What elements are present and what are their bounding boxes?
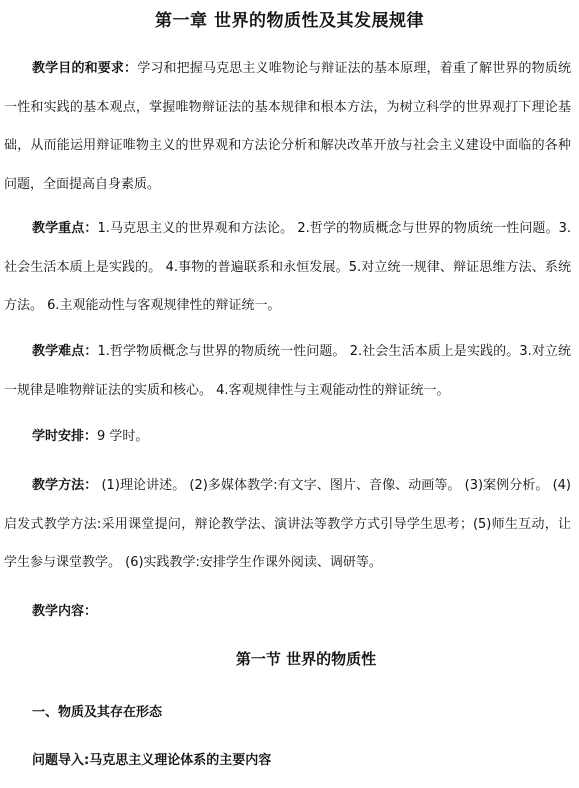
objectives-label: 教学目的和要求： bbox=[32, 61, 138, 76]
difficulties-label: 教学难点： bbox=[32, 344, 98, 359]
methods-label: 教学方法： bbox=[32, 478, 98, 493]
chapter-title: 第一章 世界的物质性及其发展规律 bbox=[155, 11, 424, 31]
content-label: 教学内容： bbox=[32, 604, 98, 619]
objectives-text: 学习和把握马克思主义唯物论与辩证法的基本原理，着重了解世界的物质统一性和实践的基本观点，掌握唯物辩证法的基本规律和根本方法，为树立科学的世界观打下理论基础，从而能运用辩证唯物主义的世界观和方法论分析和解决改革开放与社会主义建设中面临的各种问题，全面提高自身素质。 bbox=[4, 61, 571, 192]
key-points-paragraph bbox=[4, 210, 571, 326]
difficulties-text: 1.哲学物质概念与世界的物质统一性问题。 2.社会生活本质上是实践的。3.对立统一规律是唯物辩证法的实质和核心。 4.客观规律性与主观能动性的辩证统一。 bbox=[4, 344, 571, 398]
key-points-label: 教学重点： bbox=[32, 221, 98, 236]
objectives-paragraph bbox=[4, 50, 571, 204]
hours-paragraph bbox=[4, 418, 571, 457]
section-title: 第一节 世界的物质性 bbox=[235, 650, 377, 668]
hours-text: 9 学时。 bbox=[97, 429, 149, 444]
difficulties-paragraph bbox=[4, 333, 571, 410]
subheading: 一、物质及其存在形态 bbox=[32, 705, 163, 720]
key-points-text: 1.马克思主义的世界观和方法论。 2.哲学的物质概念与世界的物质统一性问题。3.社会生活本质上是实践的。 4.事物的普遍联系和永恒发展。5.对立统一规律、辩证思维方法、系统方法。 6.主观能动性与客观规律性的辩证统一。 bbox=[4, 221, 571, 313]
hours-label: 学时安排： bbox=[32, 429, 98, 444]
methods-paragraph bbox=[4, 467, 571, 583]
question-heading: 问题导入:马克思主义理论体系的主要内容 bbox=[32, 753, 272, 768]
methods-text: (1)理论讲述。 (2)多媒体教学:有文字、图片、音像、动画等。 (3)案例分析。 (4)启发式教学方法:采用课堂提问，辩论教学法、演讲法等教学方式引导学生思考；(5)师生互动，让学生参与课堂教学。 (6)实践教学:安排学生作课外阅读、调研等。 bbox=[4, 478, 571, 570]
